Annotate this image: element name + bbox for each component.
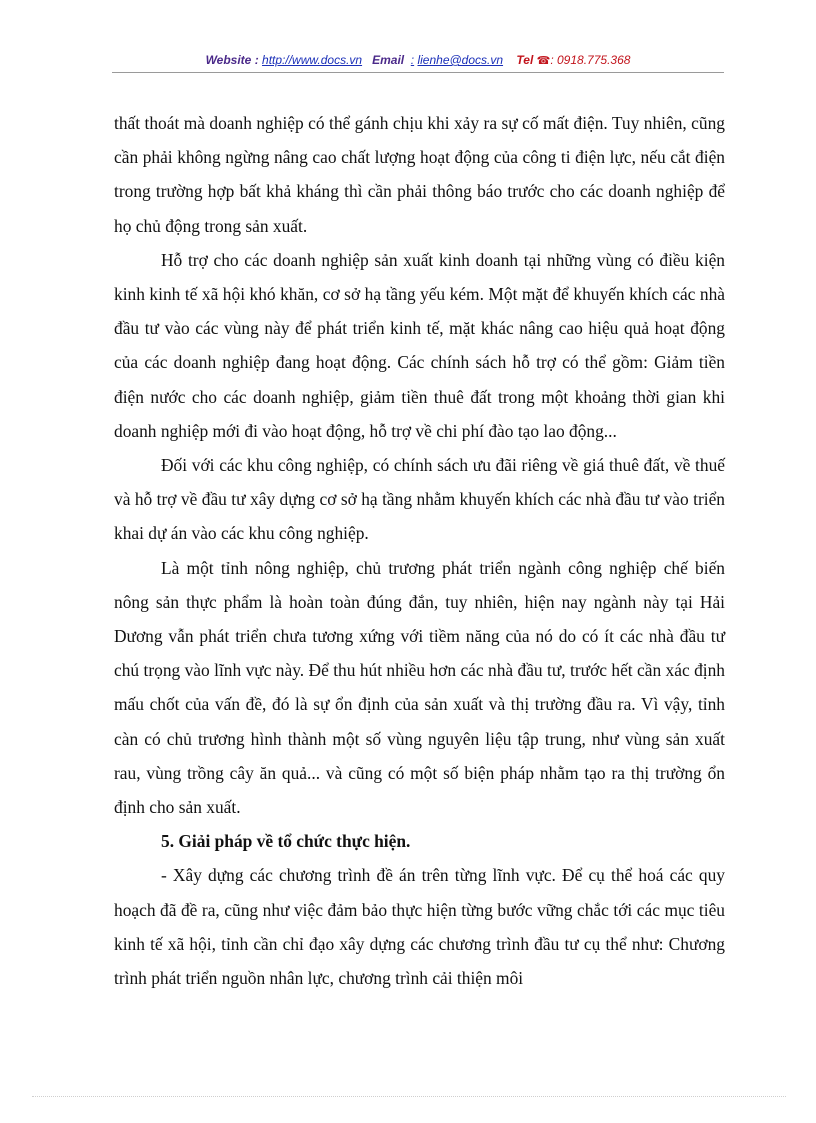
email-label: Email [372,53,405,67]
header-divider [112,72,724,73]
email-separator: : [410,53,415,67]
tel-number: : 0918.775.368 [550,53,631,67]
paragraph-4: Là một tỉnh nông nghiệp, chủ trương phát triển ngành công nghiệp chế biến nông sản thực phẩm là hoàn toàn đúng đắn, tuy nhiên, hiện nay ngành này tại Hải Dương vẫn phát triển chưa tương xứng với tiềm năng của nó do có ít các nhà đầu tư chú trọng vào lĩnh vực này. Để thu hút nhiều hơn các nhà đầu tư, trước hết cần xác định mấu chốt của vấn đề, đó là sự ổn định của sản xuất và thị trường đầu ra. Vì vậy, tỉnh càn có chủ trương hình thành một số vùng nguyên liệu tập trung, như vùng sản xuất rau, vùng trồng cây ăn quả... và cũng có một số biện pháp nhằm tạo ra thị trường ổn định cho sản xuất. [114,557,725,818]
email-link[interactable]: lienhe@docs.vn [417,53,504,67]
page-header [112,50,724,72]
paragraph-5: - Xây dựng các chương trình đề án trên từng lĩnh vực. Để cụ thể hoá các quy hoạch đã đề ra, cũng như việc đảm bảo thực hiện từng bước vững chắc tới các mục tiêu kinh tế xã hội, tỉnh cần chỉ đạo xây dựng các chương trình đầu tư cụ thể như: Chương trình phát triển nguồn nhân lực, chương trình cải thiện môi [114,865,725,989]
document-body [114,106,725,995]
paragraph-2: Hỗ trợ cho các doanh nghiệp sản xuất kinh doanh tại những vùng có điều kiện kinh kinh tế xã hội khó khăn, cơ sở hạ tầng yếu kém. Một mặt để khuyến khích các nhà đầu tư vào các vùng này để phát triển kinh tế, mặt khác nâng cao hiệu quả hoạt động của các doanh nghiệp đang hoạt động. Các chính sách hỗ trợ có thể gồm: Giảm tiền điện nước cho các doanh nghiệp, giảm tiền thuê đất trong một khoảng thời gian khi doanh nghiệp mới đi vào hoạt động, hỗ trợ về chi phí đào tạo lao động... [114,249,725,441]
footer-divider [32,1096,786,1097]
paragraph-1: thất thoát mà doanh nghiệp có thể gánh chịu khi xảy ra sự cố mất điện. Tuy nhiên, cũng cần phải không ngừng nâng cao chất lượng hoạt động của công ti điện lực, nếu cắt điện trong trường hợp bất khả kháng thì cần phải thông báo trước cho các doanh nghiệp để họ chủ động trong sản xuất. [114,113,725,236]
paragraph-3: Đối với các khu công nghiệp, có chính sách ưu đãi riêng về giá thuê đất, về thuế và hỗ trợ về đầu tư xây dựng cơ sở hạ tầng nhằm khuyến khích các nhà đầu tư vào triển khai dự án vào các khu công nghiệp. [114,455,725,544]
website-link[interactable]: http://www.docs.vn [262,53,363,67]
section-heading: 5. Giải pháp về tổ chức thực hiện. [161,831,411,852]
phone-icon: ☎ [536,55,551,67]
website-label: Website : [205,53,259,67]
tel-label: Tel [516,53,534,67]
